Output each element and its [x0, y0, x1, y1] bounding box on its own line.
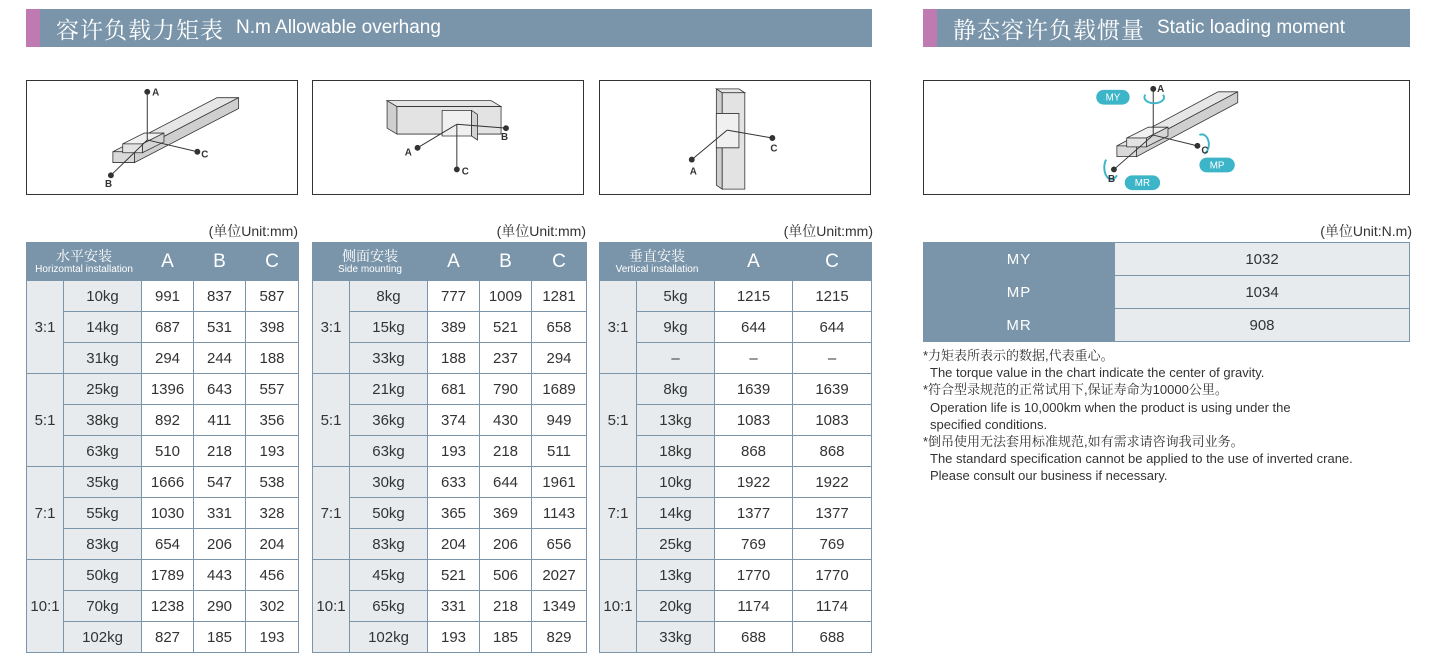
load-cell: 102kg — [350, 622, 428, 653]
table-row — [27, 312, 299, 343]
load-cell: 15kg — [350, 312, 428, 343]
moment-row — [924, 243, 1410, 276]
value-cell: 557 — [246, 374, 299, 405]
value-cell: 1215 — [715, 281, 793, 312]
value-cell: 1639 — [793, 374, 872, 405]
label-b: B — [501, 131, 509, 143]
ratio-cell: 5:1 — [313, 374, 350, 467]
table-row — [27, 498, 299, 529]
table-row — [27, 467, 299, 498]
load-cell: 38kg — [64, 405, 142, 436]
title-accent — [923, 9, 937, 47]
side-mounting-table — [312, 242, 587, 653]
table-row — [600, 467, 872, 498]
load-cell: 9kg — [637, 312, 715, 343]
value-cell: 769 — [715, 529, 793, 560]
horizontal-installation-diagram — [26, 80, 298, 195]
ratio-cell: 5:1 — [27, 374, 64, 467]
column-b-header: B — [194, 243, 246, 281]
load-cell: 83kg — [64, 529, 142, 560]
value-cell: 1770 — [715, 560, 793, 591]
value-cell: 188 — [428, 343, 480, 374]
column-a-header: A — [142, 243, 194, 281]
mr-label: MR — [1134, 178, 1151, 190]
column-c-header: C — [532, 243, 587, 281]
note-line: specified conditions. — [930, 416, 1048, 432]
table-row — [27, 622, 299, 653]
value-cell: 206 — [194, 529, 246, 560]
load-cell: 8kg — [637, 374, 715, 405]
load-cell: 31kg — [64, 343, 142, 374]
value-cell: 218 — [480, 591, 532, 622]
value-cell: 1143 — [532, 498, 587, 529]
value-cell: 1961 — [532, 467, 587, 498]
value-cell: 654 — [142, 529, 194, 560]
table-row — [600, 560, 872, 591]
header-en: Horizomtal installation — [35, 263, 133, 275]
value-cell: 369 — [480, 498, 532, 529]
table-row — [600, 591, 872, 622]
table-row — [600, 405, 872, 436]
table-header-cell — [27, 243, 142, 281]
value-cell: 294 — [532, 343, 587, 374]
ratio-cell: 10:1 — [27, 560, 64, 653]
load-cell: 102kg — [64, 622, 142, 653]
table-row — [600, 622, 872, 653]
load-cell: 33kg — [350, 343, 428, 374]
column-c-header: C — [246, 243, 299, 281]
value-cell: 188 — [246, 343, 299, 374]
label-b: B — [1108, 174, 1116, 186]
horizontal-installation-table — [26, 242, 299, 653]
table-row — [313, 560, 587, 591]
value-cell: 1377 — [715, 498, 793, 529]
load-cell: 30kg — [350, 467, 428, 498]
ratio-cell: 10:1 — [600, 560, 637, 653]
load-cell: 10kg — [637, 467, 715, 498]
table-row — [27, 405, 299, 436]
static-moment-table — [923, 242, 1410, 342]
table-header-row — [313, 243, 587, 281]
load-cell: 10kg — [64, 281, 142, 312]
value-cell: 681 — [428, 374, 480, 405]
load-cell: 65kg — [350, 591, 428, 622]
value-cell: 687 — [142, 312, 194, 343]
note-line: Operation life is 10,000km when the product is using under the — [930, 399, 1291, 415]
table-row — [27, 591, 299, 622]
table-row — [600, 498, 872, 529]
table-row — [600, 343, 872, 374]
value-cell: 218 — [480, 436, 532, 467]
vertical-installation-table — [599, 242, 872, 653]
note-line: The torque value in the chart indicate the center of gravity. — [930, 365, 1265, 381]
value-cell: 949 — [532, 405, 587, 436]
table-row — [313, 374, 587, 405]
value-cell: 356 — [246, 405, 299, 436]
value-cell: 777 — [428, 281, 480, 312]
label-a: A — [689, 166, 697, 178]
value-cell: 521 — [428, 560, 480, 591]
static-moment-diagram — [923, 80, 1410, 195]
table-row — [600, 529, 872, 560]
value-cell: 868 — [793, 436, 872, 467]
title-cn: 静态容许负载惯量 — [953, 16, 1145, 43]
horizontal-rail-illustration — [27, 81, 297, 194]
moment-row — [924, 309, 1410, 342]
load-cell: 14kg — [637, 498, 715, 529]
table-row — [27, 374, 299, 405]
notes-block — [923, 347, 1423, 485]
load-cell: 25kg — [637, 529, 715, 560]
static-moment-title-bar — [923, 9, 1410, 47]
load-cell: 14kg — [64, 312, 142, 343]
value-cell: 1396 — [142, 374, 194, 405]
value-cell: – — [715, 343, 793, 374]
value-cell: 411 — [194, 405, 246, 436]
value-cell: 644 — [480, 467, 532, 498]
label-c: C — [461, 166, 469, 178]
table-row — [600, 374, 872, 405]
value-cell: 521 — [480, 312, 532, 343]
value-cell: 688 — [793, 622, 872, 653]
unit-label: (单位Unit:N.m) — [1320, 223, 1412, 239]
vertical-rail-illustration — [600, 81, 870, 194]
table-row — [313, 467, 587, 498]
ratio-cell: 5:1 — [600, 374, 637, 467]
table-header-cell — [313, 243, 428, 281]
value-cell: 1666 — [142, 467, 194, 498]
moment-row — [924, 276, 1410, 309]
moment-value: 1034 — [1115, 276, 1410, 309]
value-cell: – — [793, 343, 872, 374]
value-cell: 1174 — [793, 591, 872, 622]
ratio-cell: 10:1 — [313, 560, 350, 653]
load-cell: 63kg — [64, 436, 142, 467]
load-cell: 25kg — [64, 374, 142, 405]
value-cell: 185 — [480, 622, 532, 653]
table-row — [600, 312, 872, 343]
column-a-header: A — [428, 243, 480, 281]
unit-label: (单位Unit:mm) — [208, 223, 298, 239]
table-row — [27, 281, 299, 312]
value-cell: 1174 — [715, 591, 793, 622]
value-cell: 510 — [142, 436, 194, 467]
ratio-cell: 7:1 — [600, 467, 637, 560]
value-cell: 827 — [142, 622, 194, 653]
value-cell: 302 — [246, 591, 299, 622]
value-cell: 389 — [428, 312, 480, 343]
value-cell: 456 — [246, 560, 299, 591]
header-cn: 垂直安装 — [629, 247, 685, 264]
column-a-header: A — [715, 243, 793, 281]
value-cell: 1083 — [793, 405, 872, 436]
value-cell: 1009 — [480, 281, 532, 312]
table-row — [313, 591, 587, 622]
load-cell: 18kg — [637, 436, 715, 467]
side-rail-illustration — [313, 81, 583, 194]
table-row — [600, 436, 872, 467]
my-label: MY — [1105, 92, 1121, 104]
value-cell: 769 — [793, 529, 872, 560]
value-cell: 837 — [194, 281, 246, 312]
load-cell: 21kg — [350, 374, 428, 405]
value-cell: 2027 — [532, 560, 587, 591]
load-cell: 63kg — [350, 436, 428, 467]
table-row — [313, 343, 587, 374]
value-cell: 1922 — [715, 467, 793, 498]
allowable-overhang-title-bar — [26, 9, 872, 47]
value-cell: 643 — [194, 374, 246, 405]
ratio-cell: 7:1 — [313, 467, 350, 560]
value-cell: 644 — [715, 312, 793, 343]
value-cell: 829 — [532, 622, 587, 653]
note-line: *符合型录规范的正常试用下,保证寿命为10000公里。 — [923, 382, 1228, 398]
value-cell: 193 — [246, 436, 299, 467]
load-cell: 50kg — [64, 560, 142, 591]
column-b-header: B — [480, 243, 532, 281]
value-cell: 430 — [480, 405, 532, 436]
unit-label: (单位Unit:mm) — [496, 223, 586, 239]
table-row — [313, 281, 587, 312]
note-line: *倒吊使用无法套用标准规范,如有需求请咨询我司业务。 — [923, 434, 1244, 450]
label-a: A — [1157, 83, 1165, 95]
column-c-header: C — [793, 243, 872, 281]
table-row — [313, 405, 587, 436]
mp-label: MP — [1209, 160, 1225, 172]
value-cell: 244 — [194, 343, 246, 374]
value-cell: 374 — [428, 405, 480, 436]
load-cell: 5kg — [637, 281, 715, 312]
value-cell: 193 — [428, 436, 480, 467]
load-cell: 20kg — [637, 591, 715, 622]
value-cell: 547 — [194, 467, 246, 498]
table-header-cell — [600, 243, 715, 281]
value-cell: 868 — [715, 436, 793, 467]
moment-name: MP — [924, 276, 1115, 309]
value-cell: 328 — [246, 498, 299, 529]
load-cell: 35kg — [64, 467, 142, 498]
title-accent — [26, 9, 40, 47]
value-cell: 1922 — [793, 467, 872, 498]
value-cell: 1789 — [142, 560, 194, 591]
table-row — [27, 343, 299, 374]
title-cn: 容许负载力矩表 — [56, 16, 224, 43]
value-cell: 331 — [428, 591, 480, 622]
value-cell: 688 — [715, 622, 793, 653]
value-cell: 790 — [480, 374, 532, 405]
load-cell: 70kg — [64, 591, 142, 622]
label-a: A — [152, 87, 160, 99]
load-cell: 13kg — [637, 405, 715, 436]
load-cell: 13kg — [637, 560, 715, 591]
load-cell: 36kg — [350, 405, 428, 436]
value-cell: 237 — [480, 343, 532, 374]
load-cell: 55kg — [64, 498, 142, 529]
note-line: *力矩表所表示的数据,代表重心。 — [923, 348, 1114, 363]
moment-name: MY — [924, 243, 1115, 276]
moment-value: 908 — [1115, 309, 1410, 342]
value-cell: 193 — [246, 622, 299, 653]
side-mounting-diagram — [312, 80, 584, 195]
load-cell: 83kg — [350, 529, 428, 560]
value-cell: 506 — [480, 560, 532, 591]
note-line: Please consult our business if necessary. — [930, 468, 1168, 484]
label-c: C — [770, 143, 778, 155]
note-line: The standard specification cannot be applied to the use of inverted crane. — [930, 451, 1353, 467]
value-cell: 1377 — [793, 498, 872, 529]
table-row — [313, 498, 587, 529]
ratio-cell: 3:1 — [27, 281, 64, 374]
value-cell: 331 — [194, 498, 246, 529]
moment-name: MR — [924, 309, 1115, 342]
load-cell: 8kg — [350, 281, 428, 312]
load-cell: 45kg — [350, 560, 428, 591]
value-cell: 1770 — [793, 560, 872, 591]
value-cell: 538 — [246, 467, 299, 498]
value-cell: 206 — [480, 529, 532, 560]
title-en: N.m Allowable overhang — [236, 17, 441, 38]
table-row — [313, 622, 587, 653]
value-cell: 656 — [532, 529, 587, 560]
label-c: C — [201, 149, 209, 161]
value-cell: 1349 — [532, 591, 587, 622]
value-cell: 193 — [428, 622, 480, 653]
value-cell: 218 — [194, 436, 246, 467]
table-header-row — [600, 243, 872, 281]
load-cell: 33kg — [637, 622, 715, 653]
load-cell: 50kg — [350, 498, 428, 529]
ratio-cell: 3:1 — [313, 281, 350, 374]
table-row — [27, 560, 299, 591]
value-cell: 1281 — [532, 281, 587, 312]
value-cell: 892 — [142, 405, 194, 436]
table-row — [27, 436, 299, 467]
load-cell: – — [637, 343, 715, 374]
unit-label: (单位Unit:mm) — [783, 223, 873, 239]
header-en: Side mounting — [338, 263, 402, 275]
value-cell: 398 — [246, 312, 299, 343]
value-cell: 204 — [246, 529, 299, 560]
value-cell: 1238 — [142, 591, 194, 622]
header-cn: 侧面安装 — [342, 247, 398, 264]
value-cell: 1030 — [142, 498, 194, 529]
value-cell: 294 — [142, 343, 194, 374]
moment-value: 1032 — [1115, 243, 1410, 276]
table-row — [313, 312, 587, 343]
value-cell: 658 — [532, 312, 587, 343]
value-cell: 991 — [142, 281, 194, 312]
value-cell: 531 — [194, 312, 246, 343]
table-row — [313, 436, 587, 467]
header-cn: 水平安装 — [56, 247, 112, 264]
value-cell: 633 — [428, 467, 480, 498]
value-cell: 365 — [428, 498, 480, 529]
value-cell: 644 — [793, 312, 872, 343]
value-cell: 290 — [194, 591, 246, 622]
value-cell: 587 — [246, 281, 299, 312]
label-c: C — [1201, 145, 1209, 157]
vertical-installation-diagram — [599, 80, 871, 195]
table-row — [600, 281, 872, 312]
value-cell: 1215 — [793, 281, 872, 312]
value-cell: 511 — [532, 436, 587, 467]
value-cell: 185 — [194, 622, 246, 653]
title-en: Static loading moment — [1157, 17, 1345, 38]
ratio-cell: 3:1 — [600, 281, 637, 374]
moment-rail-illustration — [924, 81, 1409, 194]
label-b: B — [105, 179, 113, 191]
value-cell: 204 — [428, 529, 480, 560]
label-a: A — [404, 147, 412, 159]
value-cell: 1689 — [532, 374, 587, 405]
value-cell: 443 — [194, 560, 246, 591]
value-cell: 1639 — [715, 374, 793, 405]
table-row — [27, 529, 299, 560]
table-row — [313, 529, 587, 560]
header-en: Vertical installation — [615, 263, 699, 275]
value-cell: 1083 — [715, 405, 793, 436]
table-header-row — [27, 243, 299, 281]
ratio-cell: 7:1 — [27, 467, 64, 560]
